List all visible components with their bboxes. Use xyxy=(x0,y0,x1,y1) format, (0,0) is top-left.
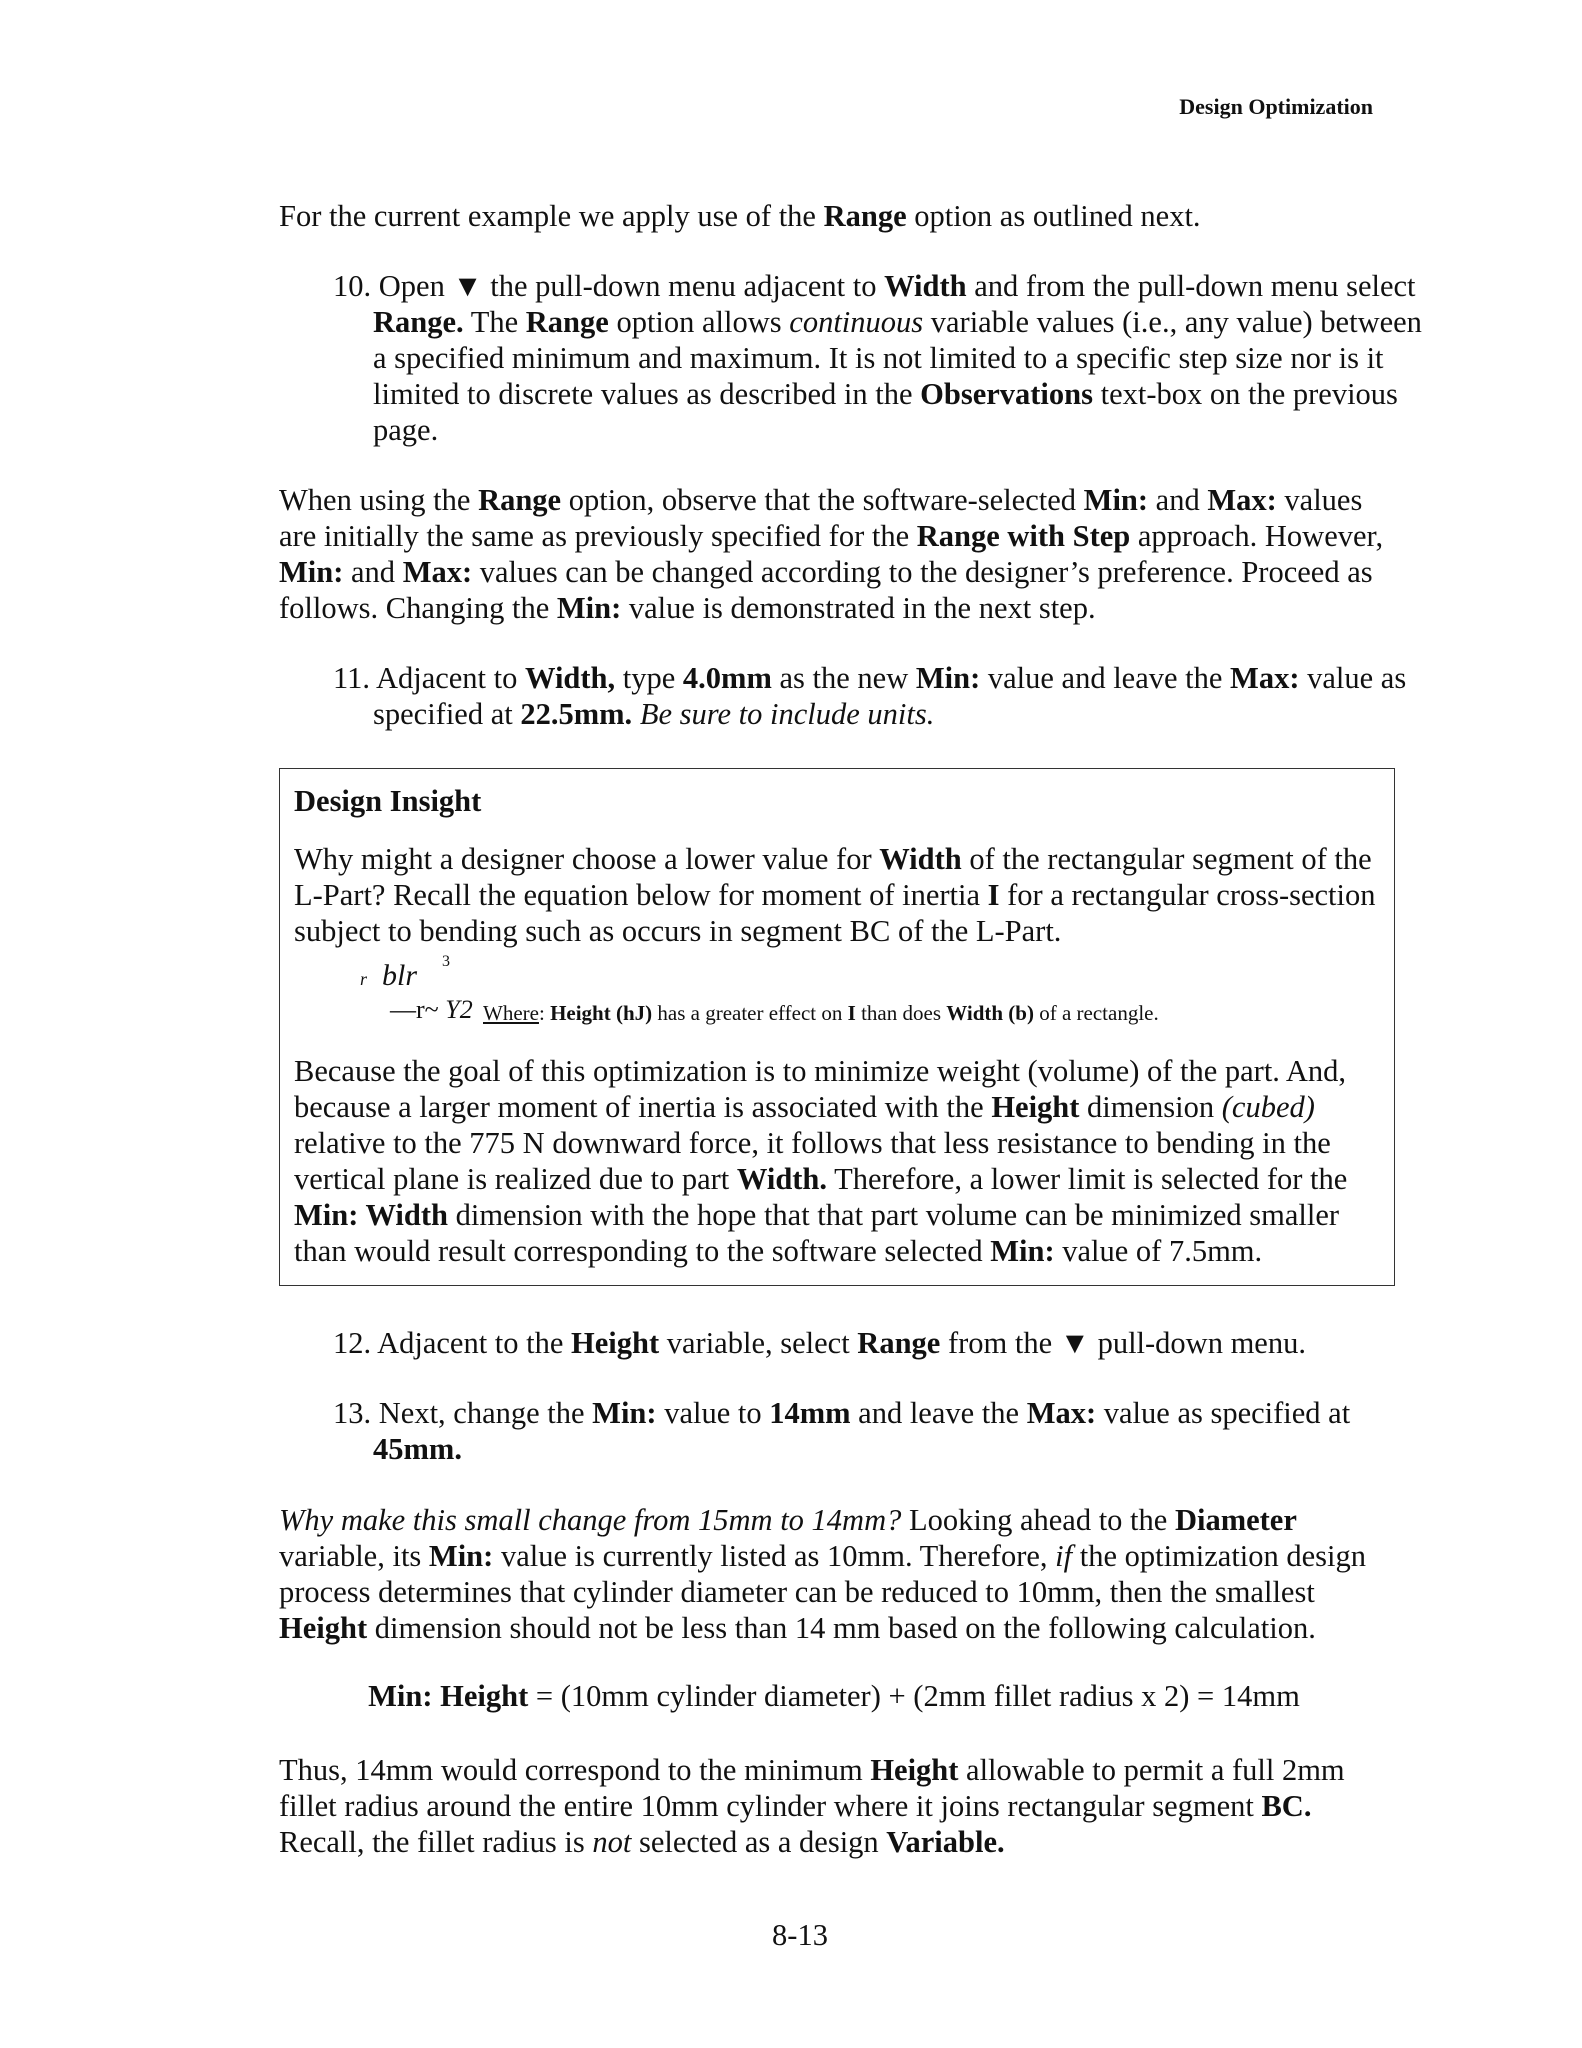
text-run: Why might a designer choose a lower value for xyxy=(294,842,880,876)
text-run: and leave the xyxy=(850,1396,1027,1430)
insight-paragraph-2 xyxy=(294,1053,1379,1269)
text-run: Recall, the fillet radius is xyxy=(279,1825,593,1859)
intro-paragraph xyxy=(279,198,1389,234)
formula-note xyxy=(483,1001,1159,1026)
step-number: 10. xyxy=(333,269,379,303)
step-10 xyxy=(333,268,1433,448)
insight-paragraph-1 xyxy=(294,841,1379,949)
text-run: option as outlined next. xyxy=(906,199,1201,233)
text-run: Therefore, a lower limit is selected for the xyxy=(827,1162,1348,1196)
text-run: value as specified at xyxy=(373,661,1407,731)
design-insight-box xyxy=(279,768,1395,1286)
bold-run: Height xyxy=(870,1753,959,1787)
bold-run: Width. xyxy=(736,1162,828,1196)
text-run: for a rectangular cross-section subject to bending such as occurs in segment BC of the L-Part. xyxy=(294,878,1376,948)
text-run: text-box on the previous page. xyxy=(373,377,1398,447)
text-run: variable, its xyxy=(279,1539,429,1573)
text-run: values are initially the same as previously specified for the xyxy=(279,483,1363,553)
text-run: Thus, 14mm would correspond to the minimum xyxy=(279,1753,871,1787)
bold-run: Min: xyxy=(279,555,344,589)
bold-run: 4.0mm xyxy=(682,661,772,695)
step-12 xyxy=(333,1325,1433,1361)
bold-run: Height (hJ) xyxy=(550,1001,653,1025)
text-run: values can be changed according to the designer’s preference. Proceed as follows. Changing the xyxy=(279,555,1373,625)
thus-paragraph xyxy=(279,1752,1389,1860)
bold-run: Height xyxy=(991,1090,1080,1124)
text-run: value is currently listed as 10mm. Therefore, xyxy=(493,1539,1056,1573)
italic-run: not xyxy=(592,1825,632,1859)
text-run: allowable to permit a full 2mm fillet radius around the entire 10mm cylinder where it joins rectangular segment xyxy=(279,1753,1345,1823)
text-run: Looking ahead to the xyxy=(901,1503,1175,1537)
step-11 xyxy=(333,660,1433,732)
text-run: selected as a design xyxy=(631,1825,887,1859)
text-run: variable values (i.e., any value) between a specified minimum and maximum. It is not limited to a specific step size nor is it limited to discrete values as described in the xyxy=(373,305,1422,411)
bold-run: Range xyxy=(823,199,907,233)
formula-denominator-tail: Y2 xyxy=(445,995,473,1024)
text-run: approach. However, xyxy=(1130,519,1384,553)
bold-run: 45mm. xyxy=(373,1432,462,1466)
italic-run: if xyxy=(1055,1539,1073,1573)
bold-run: Min: xyxy=(915,661,981,695)
where-label: Where xyxy=(483,1001,539,1025)
step-number: 11. xyxy=(333,661,376,695)
bold-run: Min: Width xyxy=(294,1198,448,1232)
formula-prefix: r xyxy=(360,969,368,989)
design-insight-title: Design Insight xyxy=(294,784,482,818)
text-run: as the new xyxy=(771,661,916,695)
text-run: from the ▼ pull-down menu. xyxy=(940,1326,1306,1360)
text-run: of the rectangular segment of the L-Part? Recall the equation below for moment of inertia xyxy=(294,842,1372,912)
bold-run: Range xyxy=(857,1326,941,1360)
text-run: relative to the 775 N downward force, it follows that less resistance to bending in the vertical plane is realized due to part xyxy=(294,1126,1331,1196)
bold-run: 14mm xyxy=(769,1396,851,1430)
bold-run: Range xyxy=(478,483,562,517)
text-run: value to xyxy=(656,1396,770,1430)
bold-run: Min: Height xyxy=(368,1679,529,1713)
bold-run: Max: xyxy=(1026,1396,1097,1430)
text-run: of a rectangle. xyxy=(1033,1001,1159,1025)
moment-of-inertia-formula xyxy=(360,953,1380,1029)
bold-run: Min: xyxy=(1083,483,1149,517)
text-run: variable, select xyxy=(659,1326,858,1360)
text-run: dimension with the hope that that part volume can be minimized smaller than would result corresponding to the software selected xyxy=(294,1198,1340,1268)
text-run: Because the goal of this optimization is to minimize weight (volume) of the part. And, because a larger moment of inertia is associated with the xyxy=(294,1054,1347,1124)
bold-run: Width (b) xyxy=(946,1001,1034,1025)
bold-run: 22.5mm. xyxy=(520,697,633,731)
bold-run: BC. xyxy=(1261,1789,1312,1823)
text-run: and xyxy=(1148,483,1208,517)
text-run: option allows xyxy=(608,305,790,339)
text-run: type xyxy=(615,661,683,695)
bold-run: Range xyxy=(525,305,609,339)
bold-run: Min: xyxy=(592,1396,657,1430)
bold-run: Range. xyxy=(373,305,464,339)
formula-denominator-mark: —r~ xyxy=(390,995,439,1024)
step-13 xyxy=(333,1395,1433,1467)
text-run: For the current example we apply use of the xyxy=(279,199,824,233)
text-run: value and leave the xyxy=(980,661,1231,695)
text-run: Adjacent to the xyxy=(377,1326,572,1360)
text-run: has a greater effect on xyxy=(652,1001,848,1025)
bold-run: Range with Step xyxy=(916,519,1131,553)
italic-run: (cubed) xyxy=(1221,1090,1315,1124)
text-run: Open ▼ the pull-down menu adjacent to xyxy=(378,269,885,303)
bold-run: Height xyxy=(279,1611,368,1645)
range-paragraph xyxy=(279,482,1389,626)
bold-run: Max: xyxy=(1230,661,1300,695)
running-header: Design Optimization xyxy=(1179,94,1373,119)
text-run: The xyxy=(463,305,526,339)
text-run: value as specified at xyxy=(1096,1396,1351,1430)
text-run: Next, change the xyxy=(378,1396,593,1430)
page-number: 8-13 xyxy=(772,1918,828,1952)
text-run: value is demonstrated in the next step. xyxy=(621,591,1096,625)
text-run: = (10mm cylinder diameter) + (2mm fillet radius x 2) = 14mm xyxy=(528,1679,1300,1713)
text-run xyxy=(632,697,640,731)
formula-exponent: 3 xyxy=(442,953,450,970)
italic-run: Be sure to include units. xyxy=(639,697,935,731)
step-number: 13. xyxy=(333,1396,379,1430)
formula-numerator: blr xyxy=(382,959,418,992)
text-run: Adjacent to xyxy=(375,661,525,695)
bold-run: Observations xyxy=(920,377,1093,411)
italic-run: continuous xyxy=(789,305,924,339)
min-height-equation xyxy=(279,1678,1389,1714)
bold-run: Width xyxy=(879,842,962,876)
bold-run: Min: xyxy=(556,591,622,625)
text-run: and from the pull-down menu select xyxy=(966,269,1416,303)
text-run: the optimization design process determines that cylinder diameter can be reduced to 10mm, then the smallest xyxy=(279,1539,1367,1609)
bold-run: Height xyxy=(571,1326,660,1360)
text-run: and xyxy=(343,555,403,589)
italic-run: Why make this small change from 15mm to 14mm? xyxy=(279,1503,902,1537)
bold-run: Max: xyxy=(402,555,473,589)
text-run: value of 7.5mm. xyxy=(1054,1234,1263,1268)
bold-run: I xyxy=(987,878,1000,912)
text-run: dimension should not be less than 14 mm based on the following calculation. xyxy=(367,1611,1316,1645)
bold-run: Min: xyxy=(428,1539,494,1573)
bold-run: Min: xyxy=(990,1234,1055,1268)
step-number: 12. xyxy=(333,1326,378,1360)
bold-run: I xyxy=(847,1001,856,1025)
bold-run: Width, xyxy=(525,661,616,695)
text-run: : xyxy=(538,1001,551,1025)
text-run: dimension xyxy=(1079,1090,1222,1124)
text-run: option, observe that the software-selected xyxy=(561,483,1084,517)
bold-run: Width xyxy=(884,269,967,303)
bold-run: Variable. xyxy=(886,1825,1005,1859)
bold-run: Diameter xyxy=(1174,1503,1297,1537)
text-run: than does xyxy=(855,1001,947,1025)
why-paragraph xyxy=(279,1502,1389,1646)
bold-run: Max: xyxy=(1207,483,1277,517)
text-run: When using the xyxy=(279,483,479,517)
formula-denominator xyxy=(390,995,473,1025)
